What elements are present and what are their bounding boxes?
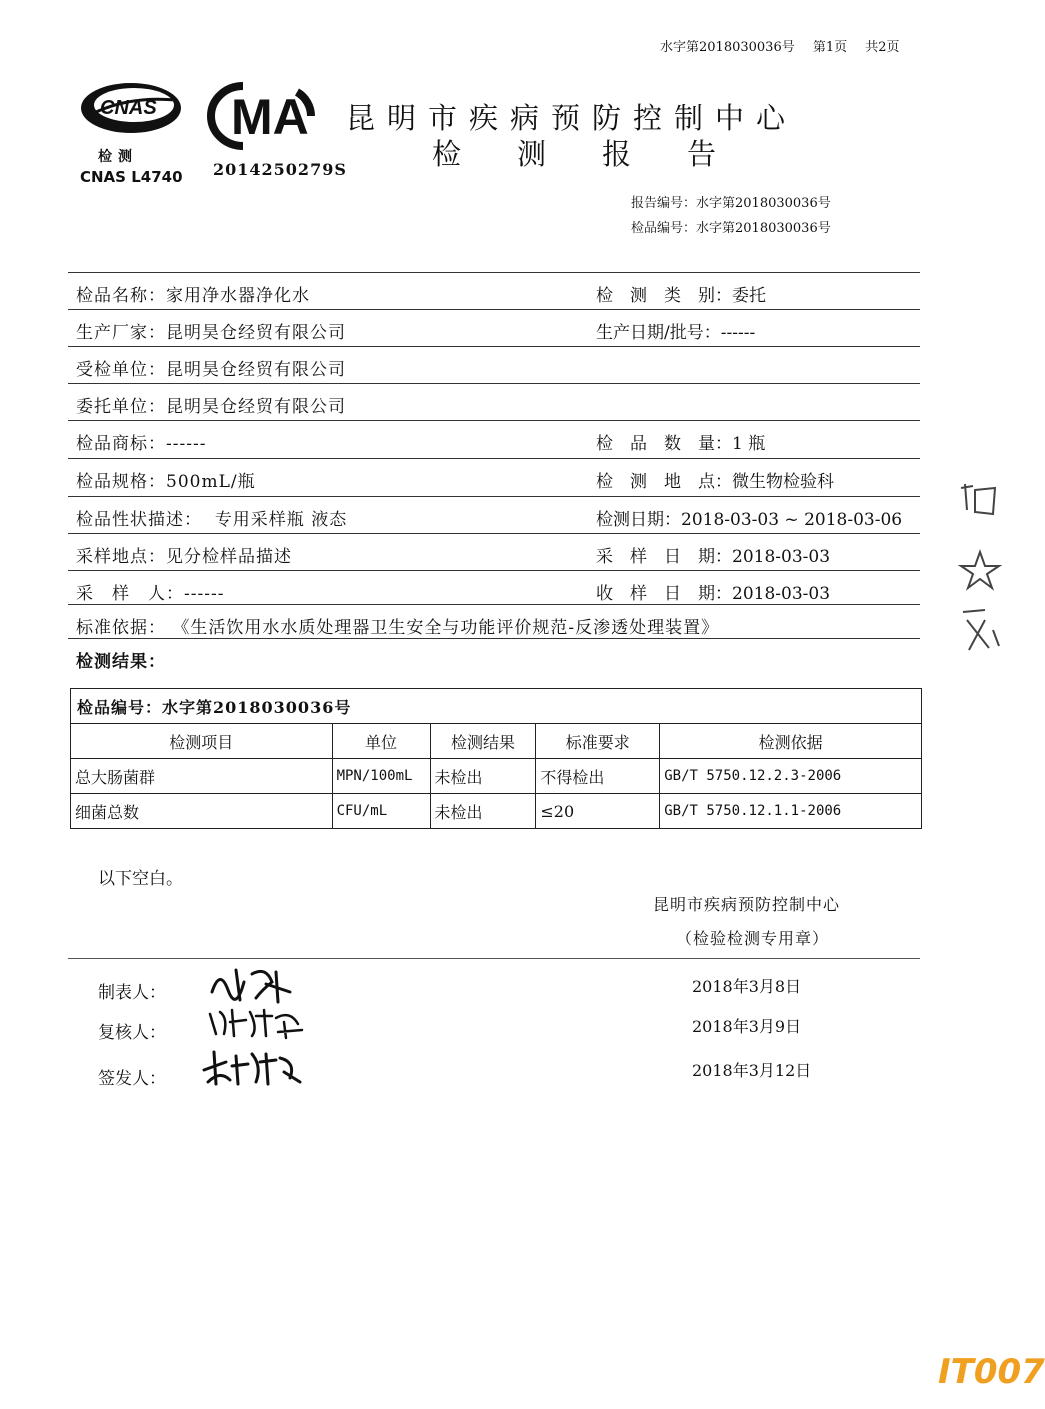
cma-logo-text: MA: [231, 89, 309, 145]
cnas-sub-label: 检测: [98, 149, 138, 165]
table-row: [71, 794, 922, 829]
info-row-manufacturer: [68, 309, 920, 347]
info-row-brand: [68, 420, 920, 458]
client-unit-label: 委托单位：: [76, 397, 166, 417]
issuer-label: 签发人：: [98, 1069, 166, 1089]
result-label: 检测结果：: [76, 652, 166, 672]
test-type-label: 检 测 类 别：: [596, 286, 732, 306]
cell-unit: MPN/100mL: [332, 759, 430, 794]
receive-date-value: 2018-03-03: [732, 584, 831, 604]
cell-standard: 不得检出: [536, 759, 660, 794]
preparer-signature: [206, 962, 296, 1004]
cell-item: 细菌总数: [71, 794, 333, 829]
quantity-value: 1 瓶: [732, 434, 766, 454]
brand-value: ------: [166, 434, 207, 454]
preparer-label: 制表人：: [98, 983, 166, 1003]
cell-result: 未检出: [430, 759, 536, 794]
col-header-item: 检测项目: [71, 724, 333, 759]
test-type-value: 委托: [732, 286, 766, 306]
cnas-logo-text: CNAS: [100, 97, 157, 119]
issuer-signature: [200, 1048, 304, 1088]
cell-unit: CFU/mL: [332, 794, 430, 829]
cma-code: 2014250279S: [213, 160, 347, 179]
stamp-sub: （检验检测专用章）: [676, 929, 830, 948]
sampling-place-label: 采样地点：: [76, 547, 166, 567]
results-sample-no-row: [71, 689, 922, 724]
info-row-sampling-place: [68, 533, 920, 571]
cnas-logo: [76, 78, 186, 138]
quantity-label: 检 品 数 量：: [596, 434, 732, 454]
batch-value: ------: [720, 323, 756, 343]
sample-number: 检品编号：水字第2018030036号: [631, 221, 831, 236]
manufacturer-label: 生产厂家：: [76, 323, 166, 343]
standard-label: 标准依据：: [76, 618, 166, 638]
page-meta: [660, 36, 914, 55]
state-value: 专用采样瓶 液态: [214, 510, 348, 530]
cell-basis: GB/T 5750.12.2.3-2006: [660, 759, 922, 794]
col-header-standard: 标准要求: [536, 724, 660, 759]
reviewer-label: 复核人：: [98, 1023, 166, 1043]
page-ref: 水字第2018030036号: [660, 40, 795, 55]
results-header-row: [71, 724, 922, 759]
info-row-spec: [68, 458, 920, 496]
inspected-unit-value: 昆明昊仓经贸有限公司: [166, 360, 346, 380]
sampling-place-value: 见分检样品描述: [166, 547, 292, 567]
sampler-value: ------: [184, 584, 225, 604]
test-date-value: 2018-03-03 ~ 2018-03-06: [681, 510, 903, 530]
info-row-state: [68, 496, 920, 534]
divider: [68, 958, 920, 959]
report-title: 检测报告: [432, 137, 773, 171]
info-row-result: [68, 638, 920, 676]
seam-stamp-marks: [955, 480, 1005, 660]
col-header-result: 检测结果: [430, 724, 536, 759]
info-row-sample-name: [68, 272, 920, 310]
stamp-org: 昆明市疾病预防控制中心: [653, 895, 841, 914]
cell-standard: ≤20: [536, 794, 660, 829]
report-number: 报告编号：水字第2018030036号: [631, 196, 831, 211]
sampler-label: 采 样 人：: [76, 584, 184, 604]
receive-date-label: 收 样 日 期：: [596, 584, 732, 604]
info-row-client-unit: [68, 383, 920, 421]
sampling-date-label: 采 样 日 期：: [596, 547, 732, 567]
org-title: 昆明市疾病预防控制中心: [346, 101, 798, 135]
spec-label: 检品规格：: [76, 472, 166, 492]
reviewer-signature: [206, 1004, 306, 1040]
page-total: 共2页: [865, 40, 900, 55]
info-row-standard: [68, 604, 920, 642]
sample-name-label: 检品名称：: [76, 286, 166, 306]
cnas-code: CNAS L4740: [80, 168, 183, 186]
watermark: IT007: [938, 1352, 1045, 1392]
sampling-date-value: 2018-03-03: [732, 547, 831, 567]
batch-label: 生产日期/批号：: [596, 323, 721, 343]
state-label: 检品性状描述：: [76, 510, 202, 530]
test-date-label: 检测日期：: [596, 510, 681, 530]
results-table: [70, 688, 922, 829]
spec-value: 500mL/瓶: [166, 472, 256, 492]
cell-result: 未检出: [430, 794, 536, 829]
cell-item: 总大肠菌群: [71, 759, 333, 794]
sample-name-value: 家用净水器净化水: [166, 286, 310, 306]
results-sample-no: 检品编号：水字第2018030036号: [71, 689, 922, 724]
client-unit-value: 昆明昊仓经贸有限公司: [166, 397, 346, 417]
brand-label: 检品商标：: [76, 434, 166, 454]
info-row-sampler: [68, 570, 920, 608]
blank-note: 以下空白。: [98, 869, 183, 889]
info-row-inspected-unit: [68, 346, 920, 384]
standard-value: 《生活饮用水水质处理器卫生安全与功能评价规范-反渗透处理装置》: [172, 618, 720, 638]
cell-basis: GB/T 5750.12.1.1-2006: [660, 794, 922, 829]
col-header-unit: 单位: [332, 724, 430, 759]
location-label: 检 测 地 点：: [596, 472, 732, 492]
col-header-basis: 检测依据: [660, 724, 922, 759]
location-value: 微生物检验科: [732, 472, 834, 492]
page-number: 第1页: [812, 40, 848, 55]
preparer-date: 2018年3月8日: [692, 977, 802, 996]
reviewer-date: 2018年3月9日: [692, 1017, 802, 1036]
issuer-date: 2018年3月12日: [692, 1061, 812, 1080]
inspected-unit-label: 受检单位：: [76, 360, 166, 380]
cma-logo: [207, 82, 319, 150]
manufacturer-value: 昆明昊仓经贸有限公司: [166, 323, 346, 343]
table-row: [71, 759, 922, 794]
